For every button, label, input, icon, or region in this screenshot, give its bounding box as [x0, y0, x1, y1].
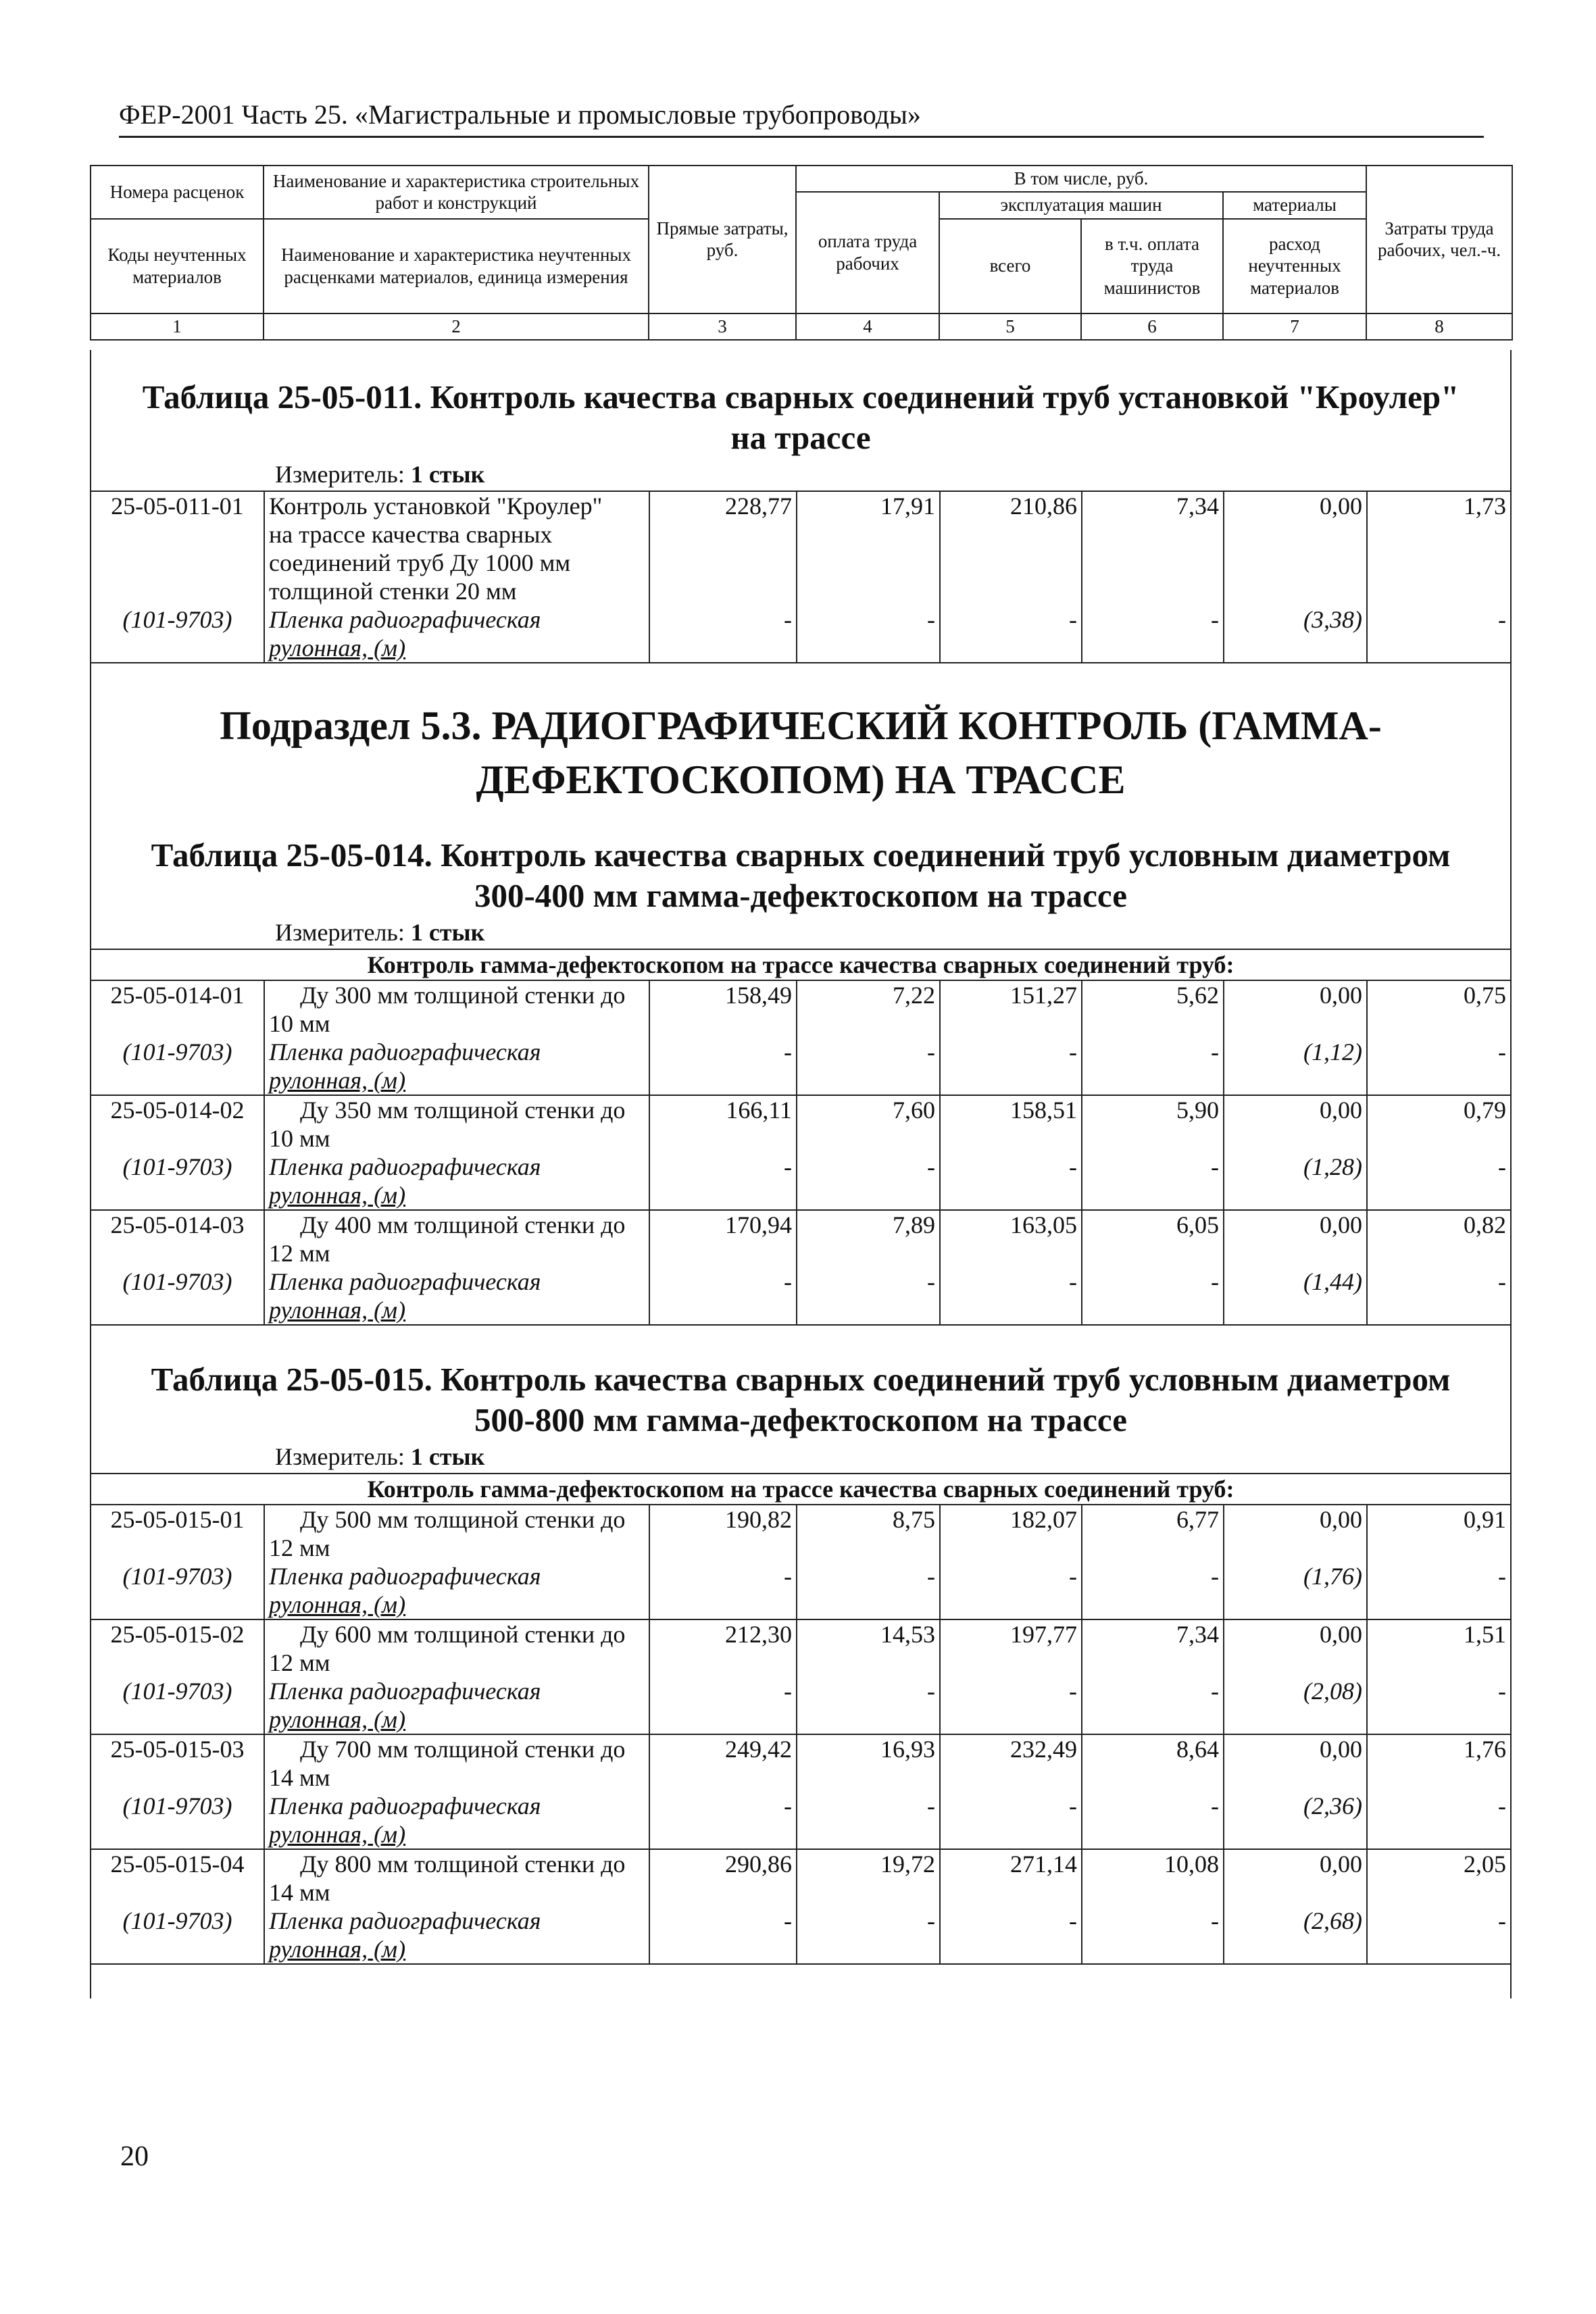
- rate-row: 25-05-014-01 Ду 300 мм толщиной стенки до 10 мм 158,49 7,22 151,27 5,62 0,00 0,75: [91, 981, 1510, 1038]
- column-header-table: [90, 165, 1513, 341]
- subsection-title: Подраздел 5.3. РАДИОГРАФИЧЕСКИЙ КОНТРОЛЬ (ГАММА- ДЕФЕКТОСКОПОМ) НА ТРАССЕ: [220, 703, 1382, 802]
- rate-row: 25-05-015-01 Ду 500 мм толщиной стенки до 12 мм 190,82 8,75 182,07 6,77 0,00 0,91: [91, 1505, 1510, 1562]
- header-wages: оплата труда рабочих: [796, 192, 939, 313]
- header-name-top: Наименование и характеристика строительных работ и конструкций: [264, 166, 649, 219]
- material-row: (101-9703) Пленка радиографическая рулонная, (м) - - - - (1,12) -: [91, 1038, 1510, 1095]
- header-machines-total: всего: [939, 219, 1081, 313]
- header-colnum: 8: [1366, 313, 1512, 340]
- rate-row: 25-05-011-01 Контроль установкой "Кроулер" на трассе качества сварных соединений труб Ду 1000 мм толщиной стенки 20 мм 228,77 17,91 210,86 7,34 0,00 1,73: [91, 491, 1510, 605]
- header-materials-sub: расход неучтенных материалов: [1223, 219, 1366, 313]
- header-including: В том числе, руб.: [796, 166, 1366, 192]
- header-materials: материалы: [1223, 192, 1366, 219]
- running-head: ФЕР-2001 Часть 25. «Магистральные и промысловые трубопроводы»: [119, 99, 1484, 138]
- rate-row: 25-05-015-03 Ду 700 мм толщиной стенки до 14 мм 249,42 16,93 232,49 8,64 0,00 1,76: [91, 1734, 1510, 1792]
- rates-table-011: [91, 491, 1510, 662]
- header-colnum: 7: [1223, 313, 1366, 340]
- table-title-014: Таблица 25-05-014. Контроль качества сварных соединений труб условным диаметром 300-400 мм гамма-дефектоскопом на трассе: [151, 836, 1451, 914]
- header-machinist-wages: в т.ч. оплата труда машинистов: [1081, 219, 1223, 313]
- material-row: (101-9703) Пленка радиографическая рулонная, (м) - - - - (2,08) -: [91, 1677, 1510, 1734]
- header-colnum: 1: [91, 313, 264, 340]
- measure-011: Измеритель: 1 стык: [275, 461, 485, 488]
- header-colnum: 4: [796, 313, 939, 340]
- header-labor: Затраты труда рабочих, чел.-ч.: [1366, 166, 1512, 313]
- table-body: [90, 350, 1512, 1998]
- material-row: (101-9703) Пленка радиографическая рулонная, (м) - - - - (1,44) -: [91, 1267, 1510, 1324]
- header-machines: эксплуатация машин: [939, 192, 1223, 219]
- rate-row: 25-05-015-04 Ду 800 мм толщиной стенки до 14 мм 290,86 19,72 271,14 10,08 0,00 2,05: [91, 1849, 1510, 1907]
- header-colnum: 5: [939, 313, 1081, 340]
- rates-table-015: [91, 1505, 1510, 1963]
- header-code-bottom: Коды неучтенных материалов: [91, 219, 264, 313]
- table-title-015: Таблица 25-05-015. Контроль качества сварных соединений труб условным диаметром 500-800 мм гамма-дефектоскопом на трассе: [151, 1361, 1451, 1438]
- material-row: (101-9703) Пленка радиографическая рулонная, (м) - - - - (2,36) -: [91, 1792, 1510, 1849]
- material-row: (101-9703) Пленка радиографическая рулонная, (м) - - - - (1,76) -: [91, 1562, 1510, 1619]
- rate-row: 25-05-015-02 Ду 600 мм толщиной стенки до 12 мм 212,30 14,53 197,77 7,34 0,00 1,51: [91, 1619, 1510, 1677]
- header-colnum: 6: [1081, 313, 1223, 340]
- header-direct-costs: Прямые затраты, руб.: [649, 166, 796, 313]
- material-row: (101-9703) Пленка радиографическая рулонная, (м) - - - - (1,28) -: [91, 1153, 1510, 1210]
- material-row: (101-9703) Пленка радиографическая рулонная, (м) - - - - (3,38) -: [91, 605, 1510, 662]
- header-name-bottom: Наименование и характеристика неучтенных расценками материалов, единица измерения: [264, 219, 649, 313]
- material-row: (101-9703) Пленка радиографическая рулонная, (м) - - - - (2,68) -: [91, 1907, 1510, 1963]
- header-colnum: 3: [649, 313, 796, 340]
- group-heading-015: Контроль гамма-дефектоскопом на трассе качества сварных соединений труб:: [91, 1473, 1510, 1505]
- measure-014: Измеритель: 1 стык: [275, 919, 485, 946]
- header-colnum: 2: [264, 313, 649, 340]
- table-title-011: Таблица 25-05-011. Контроль качества сварных соединений труб установкой "Кроулер" на трассе: [142, 378, 1460, 456]
- rates-table-014: [91, 981, 1510, 1324]
- measure-015: Измеритель: 1 стык: [275, 1443, 485, 1470]
- rate-row: 25-05-014-03 Ду 400 мм толщиной стенки до 12 мм 170,94 7,89 163,05 6,05 0,00 0,82: [91, 1210, 1510, 1267]
- group-heading-014: Контроль гамма-дефектоскопом на трассе качества сварных соединений труб:: [91, 949, 1510, 981]
- header-code-top: Номера расценок: [91, 166, 264, 219]
- page-number: 20: [120, 2141, 149, 2172]
- rate-row: 25-05-014-02 Ду 350 мм толщиной стенки до 10 мм 166,11 7,60 158,51 5,90 0,00 0,79: [91, 1095, 1510, 1153]
